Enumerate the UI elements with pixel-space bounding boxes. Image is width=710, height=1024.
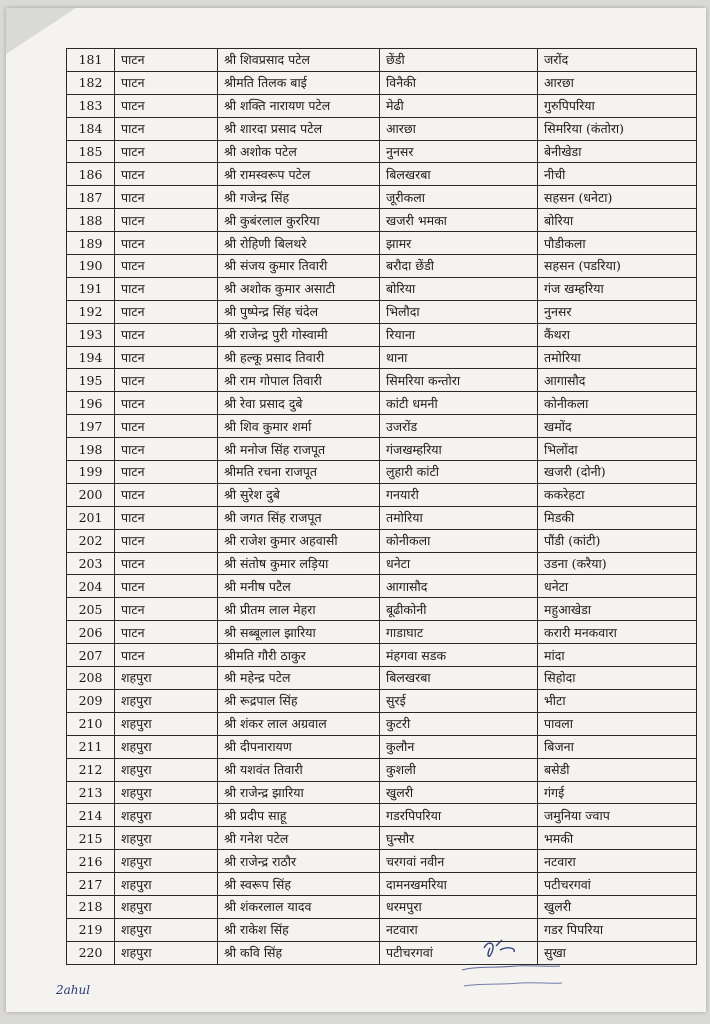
- serial-cell: 220: [67, 941, 115, 964]
- assigned-village-cell: कैंथरा: [538, 323, 697, 346]
- village-cell: भिलौदा: [380, 300, 538, 323]
- serial-cell: 182: [67, 71, 115, 94]
- table-row: [67, 392, 697, 415]
- serial-cell: 194: [67, 346, 115, 369]
- member-name-cell: श्री शारदा प्रसाद पटेल: [218, 117, 380, 140]
- village-cell: सिमरिया कन्तोरा: [380, 369, 538, 392]
- table-row: [67, 689, 697, 712]
- serial-cell: 210: [67, 712, 115, 735]
- assigned-village-cell: धनेटा: [538, 575, 697, 598]
- member-name-cell: श्री शिव कुमार शर्मा: [218, 415, 380, 438]
- serial-cell: 200: [67, 483, 115, 506]
- table-row: [67, 552, 697, 575]
- block-cell: पाटन: [115, 323, 218, 346]
- village-cell: कोनीकला: [380, 529, 538, 552]
- assigned-village-cell: गंज खम्हरिया: [538, 277, 697, 300]
- table-row: [67, 300, 697, 323]
- member-name-cell: श्री राजेन्द्र राठौर: [218, 850, 380, 873]
- assigned-village-cell: जरोंद: [538, 49, 697, 72]
- block-cell: शहपुरा: [115, 712, 218, 735]
- serial-cell: 190: [67, 255, 115, 278]
- table-row: [67, 209, 697, 232]
- serial-cell: 192: [67, 300, 115, 323]
- serial-cell: 216: [67, 850, 115, 873]
- serial-cell: 204: [67, 575, 115, 598]
- assigned-village-cell: पौंडी (कांटी): [538, 529, 697, 552]
- member-name-cell: श्री महेन्द्र पटेल: [218, 667, 380, 690]
- village-cell: लुहारी कांटी: [380, 461, 538, 484]
- assigned-village-cell: भीटा: [538, 689, 697, 712]
- block-cell: शहपुरा: [115, 735, 218, 758]
- serial-cell: 183: [67, 94, 115, 117]
- serial-cell: 212: [67, 758, 115, 781]
- assigned-village-cell: मिडकी: [538, 506, 697, 529]
- table-row: [67, 438, 697, 461]
- member-name-cell: श्री प्रदीप साहू: [218, 804, 380, 827]
- village-cell: खुलरी: [380, 781, 538, 804]
- assigned-village-cell: सिहोदा: [538, 667, 697, 690]
- member-list-table: [66, 48, 697, 965]
- serial-cell: 211: [67, 735, 115, 758]
- village-cell: बिलखरबा: [380, 163, 538, 186]
- assigned-village-cell: सहसन (पडरिया): [538, 255, 697, 278]
- serial-cell: 191: [67, 277, 115, 300]
- block-cell: पाटन: [115, 506, 218, 529]
- member-name-cell: श्री मनीष पटैल: [218, 575, 380, 598]
- village-cell: कुशली: [380, 758, 538, 781]
- serial-cell: 217: [67, 873, 115, 896]
- assigned-village-cell: करारी मनकवारा: [538, 621, 697, 644]
- block-cell: शहपुरा: [115, 781, 218, 804]
- member-name-cell: श्री शक्ति नारायण पटेल: [218, 94, 380, 117]
- table-row: [67, 277, 697, 300]
- table-row: [67, 873, 697, 896]
- village-cell: पटीचरगवां: [380, 941, 538, 964]
- block-cell: पाटन: [115, 369, 218, 392]
- member-name-cell: श्री अशोक पटेल: [218, 140, 380, 163]
- village-cell: गाडाघाट: [380, 621, 538, 644]
- assigned-village-cell: ककरेहटा: [538, 483, 697, 506]
- village-cell: गनयारी: [380, 483, 538, 506]
- assigned-village-cell: आगासौद: [538, 369, 697, 392]
- village-cell: बोरिया: [380, 277, 538, 300]
- member-name-cell: श्री हल्कू प्रसाद तिवारी: [218, 346, 380, 369]
- assigned-village-cell: कोनीकला: [538, 392, 697, 415]
- serial-cell: 196: [67, 392, 115, 415]
- table-row: [67, 850, 697, 873]
- table-row: [67, 735, 697, 758]
- member-name-cell: श्री प्रीतम लाल मेहरा: [218, 598, 380, 621]
- member-name-cell: श्री अशोक कुमार असाटी: [218, 277, 380, 300]
- village-cell: बरौदा छेंडी: [380, 255, 538, 278]
- table-row: [67, 71, 697, 94]
- assigned-village-cell: भमकी: [538, 827, 697, 850]
- member-name-cell: श्री मनोज सिंह राजपूत: [218, 438, 380, 461]
- block-cell: पाटन: [115, 575, 218, 598]
- serial-cell: 218: [67, 895, 115, 918]
- assigned-village-cell: गडर पिपरिया: [538, 918, 697, 941]
- block-cell: पाटन: [115, 438, 218, 461]
- village-cell: घुन्सौर: [380, 827, 538, 850]
- serial-cell: 215: [67, 827, 115, 850]
- village-cell: नुनसर: [380, 140, 538, 163]
- handwritten-initials: 2ahul: [56, 983, 91, 997]
- block-cell: शहपुरा: [115, 804, 218, 827]
- member-name-cell: श्रीमति रचना राजपूत: [218, 461, 380, 484]
- member-name-cell: श्रीमति गौरी ठाकुर: [218, 644, 380, 667]
- table-row: [67, 918, 697, 941]
- block-cell: शहपुरा: [115, 667, 218, 690]
- table-row: [67, 415, 697, 438]
- block-cell: पाटन: [115, 277, 218, 300]
- village-cell: आगासौद: [380, 575, 538, 598]
- member-name-cell: श्री शिवप्रसाद पटेल: [218, 49, 380, 72]
- assigned-village-cell: खमोंद: [538, 415, 697, 438]
- block-cell: शहपुरा: [115, 895, 218, 918]
- table-row: [67, 758, 697, 781]
- assigned-village-cell: सहसन (धनेटा): [538, 186, 697, 209]
- village-cell: बिलखरबा: [380, 667, 538, 690]
- assigned-village-cell: तमोरिया: [538, 346, 697, 369]
- block-cell: शहपुरा: [115, 689, 218, 712]
- document-page: [6, 8, 706, 1012]
- member-name-cell: श्री कवि सिंह: [218, 941, 380, 964]
- village-cell: मेढी: [380, 94, 538, 117]
- member-name-cell: श्री कुबंरलाल कुररिया: [218, 209, 380, 232]
- block-cell: पाटन: [115, 71, 218, 94]
- member-name-cell: श्री सब्बूलाल झारिया: [218, 621, 380, 644]
- block-cell: पाटन: [115, 461, 218, 484]
- block-cell: पाटन: [115, 621, 218, 644]
- member-name-cell: श्री जगत सिंह राजपूत: [218, 506, 380, 529]
- block-cell: पाटन: [115, 255, 218, 278]
- table-row: [67, 461, 697, 484]
- block-cell: शहपुरा: [115, 873, 218, 896]
- member-name-cell: श्री शंकरलाल यादव: [218, 895, 380, 918]
- village-cell: गंजखम्हरिया: [380, 438, 538, 461]
- assigned-village-cell: मांदा: [538, 644, 697, 667]
- village-cell: खजरी भमका: [380, 209, 538, 232]
- member-name-cell: श्री रेवा प्रसाद दुबे: [218, 392, 380, 415]
- block-cell: पाटन: [115, 94, 218, 117]
- block-cell: पाटन: [115, 49, 218, 72]
- table-body: [67, 49, 697, 965]
- block-cell: शहपुरा: [115, 941, 218, 964]
- table-row: [67, 483, 697, 506]
- assigned-village-cell: बिजना: [538, 735, 697, 758]
- village-cell: कुटरी: [380, 712, 538, 735]
- block-cell: पाटन: [115, 300, 218, 323]
- village-cell: गडरपिपरिया: [380, 804, 538, 827]
- village-cell: बूढीकोनी: [380, 598, 538, 621]
- block-cell: पाटन: [115, 117, 218, 140]
- assigned-village-cell: सिमरिया (कंतोरा): [538, 117, 697, 140]
- block-cell: पाटन: [115, 483, 218, 506]
- assigned-village-cell: जमुनिया ज्वाप: [538, 804, 697, 827]
- village-cell: चरगवां नवीन: [380, 850, 538, 873]
- table-row: [67, 323, 697, 346]
- table-row: [67, 621, 697, 644]
- assigned-village-cell: बसेडी: [538, 758, 697, 781]
- village-cell: आरछा: [380, 117, 538, 140]
- assigned-village-cell: बेनीखेडा: [538, 140, 697, 163]
- member-name-cell: श्री रोहिणी बिलथरे: [218, 232, 380, 255]
- table-row: [67, 804, 697, 827]
- village-cell: झामर: [380, 232, 538, 255]
- village-cell: धनेटा: [380, 552, 538, 575]
- member-name-cell: श्री यशवंत तिवारी: [218, 758, 380, 781]
- member-name-cell: श्री राजेन्द्र झारिया: [218, 781, 380, 804]
- member-name-cell: श्री स्वरूप सिंह: [218, 873, 380, 896]
- block-cell: शहपुरा: [115, 758, 218, 781]
- serial-cell: 184: [67, 117, 115, 140]
- village-cell: छेंडी: [380, 49, 538, 72]
- village-cell: सुरई: [380, 689, 538, 712]
- serial-cell: 201: [67, 506, 115, 529]
- table-row: [67, 895, 697, 918]
- serial-cell: 219: [67, 918, 115, 941]
- assigned-village-cell: गंगई: [538, 781, 697, 804]
- assigned-village-cell: उडना (करैया): [538, 552, 697, 575]
- serial-cell: 193: [67, 323, 115, 346]
- table-row: [67, 232, 697, 255]
- member-name-cell: श्री राजेश कुमार अहवासी: [218, 529, 380, 552]
- table-row: [67, 712, 697, 735]
- block-cell: पाटन: [115, 598, 218, 621]
- block-cell: पाटन: [115, 644, 218, 667]
- village-cell: उजरोंड: [380, 415, 538, 438]
- serial-cell: 198: [67, 438, 115, 461]
- block-cell: पाटन: [115, 232, 218, 255]
- member-name-cell: श्री राजेन्द्र पुरी गोस्वामी: [218, 323, 380, 346]
- member-name-cell: श्री राकेश सिंह: [218, 918, 380, 941]
- table-row: [67, 667, 697, 690]
- assigned-village-cell: पावला: [538, 712, 697, 735]
- serial-cell: 207: [67, 644, 115, 667]
- table-row: [67, 598, 697, 621]
- table-row: [67, 49, 697, 72]
- table-row: [67, 369, 697, 392]
- serial-cell: 202: [67, 529, 115, 552]
- member-name-cell: श्री रूद्रपाल सिंह: [218, 689, 380, 712]
- assigned-village-cell: महुआखेडा: [538, 598, 697, 621]
- block-cell: पाटन: [115, 140, 218, 163]
- village-cell: मंहगवा सडक: [380, 644, 538, 667]
- village-cell: दामनखमरिया: [380, 873, 538, 896]
- block-cell: पाटन: [115, 392, 218, 415]
- serial-cell: 181: [67, 49, 115, 72]
- assigned-village-cell: पटीचरगवां: [538, 873, 697, 896]
- block-cell: शहपुरा: [115, 850, 218, 873]
- member-name-cell: श्री दीपनारायण: [218, 735, 380, 758]
- member-name-cell: श्री रामस्वरूप पटेल: [218, 163, 380, 186]
- table-row: [67, 94, 697, 117]
- serial-cell: 209: [67, 689, 115, 712]
- serial-cell: 203: [67, 552, 115, 575]
- serial-cell: 197: [67, 415, 115, 438]
- table-row: [67, 575, 697, 598]
- member-name-cell: श्री संतोष कुमार लड़िया: [218, 552, 380, 575]
- table-row: [67, 140, 697, 163]
- block-cell: पाटन: [115, 552, 218, 575]
- table-row: [67, 644, 697, 667]
- block-cell: शहपुरा: [115, 827, 218, 850]
- member-name-cell: श्रीमति तिलक बाई: [218, 71, 380, 94]
- table-row: [67, 346, 697, 369]
- village-cell: विनैकी: [380, 71, 538, 94]
- assigned-village-cell: भिलोंदा: [538, 438, 697, 461]
- serial-cell: 206: [67, 621, 115, 644]
- assigned-village-cell: खुलरी: [538, 895, 697, 918]
- serial-cell: 187: [67, 186, 115, 209]
- assigned-village-cell: सुखा: [538, 941, 697, 964]
- block-cell: पाटन: [115, 209, 218, 232]
- block-cell: शहपुरा: [115, 918, 218, 941]
- member-name-cell: श्री संजय कुमार तिवारी: [218, 255, 380, 278]
- table-row: [67, 941, 697, 964]
- block-cell: पाटन: [115, 163, 218, 186]
- table-row: [67, 827, 697, 850]
- serial-cell: 199: [67, 461, 115, 484]
- member-name-cell: श्री गजेन्द्र सिंह: [218, 186, 380, 209]
- serial-cell: 208: [67, 667, 115, 690]
- block-cell: पाटन: [115, 346, 218, 369]
- serial-cell: 186: [67, 163, 115, 186]
- table-row: [67, 186, 697, 209]
- table-row: [67, 529, 697, 552]
- village-cell: रियाना: [380, 323, 538, 346]
- block-cell: पाटन: [115, 529, 218, 552]
- member-name-cell: श्री सुरेश दुबे: [218, 483, 380, 506]
- serial-cell: 214: [67, 804, 115, 827]
- member-name-cell: श्री गनेश पटेल: [218, 827, 380, 850]
- village-cell: कांटी धमनी: [380, 392, 538, 415]
- table-row: [67, 506, 697, 529]
- assigned-village-cell: पौडीकला: [538, 232, 697, 255]
- serial-cell: 213: [67, 781, 115, 804]
- member-name-cell: श्री पुष्पेन्द्र सिंह चंदेल: [218, 300, 380, 323]
- block-cell: पाटन: [115, 415, 218, 438]
- village-cell: तमोरिया: [380, 506, 538, 529]
- serial-cell: 205: [67, 598, 115, 621]
- assigned-village-cell: बोरिया: [538, 209, 697, 232]
- serial-cell: 189: [67, 232, 115, 255]
- member-name-cell: श्री राम गोपाल तिवारी: [218, 369, 380, 392]
- village-cell: नटवारा: [380, 918, 538, 941]
- assigned-village-cell: नुनसर: [538, 300, 697, 323]
- assigned-village-cell: आरछा: [538, 71, 697, 94]
- block-cell: पाटन: [115, 186, 218, 209]
- serial-cell: 185: [67, 140, 115, 163]
- table-row: [67, 255, 697, 278]
- table-row: [67, 781, 697, 804]
- village-cell: जूरीकला: [380, 186, 538, 209]
- assigned-village-cell: गुरुपिपरिया: [538, 94, 697, 117]
- assigned-village-cell: नटवारा: [538, 850, 697, 873]
- member-name-cell: श्री शंकर लाल अग्रवाल: [218, 712, 380, 735]
- table-row: [67, 117, 697, 140]
- serial-cell: 188: [67, 209, 115, 232]
- village-cell: थाना: [380, 346, 538, 369]
- village-cell: धरमपुरा: [380, 895, 538, 918]
- assigned-village-cell: नीची: [538, 163, 697, 186]
- assigned-village-cell: खजरी (दोनी): [538, 461, 697, 484]
- village-cell: कुलौन: [380, 735, 538, 758]
- table-row: [67, 163, 697, 186]
- serial-cell: 195: [67, 369, 115, 392]
